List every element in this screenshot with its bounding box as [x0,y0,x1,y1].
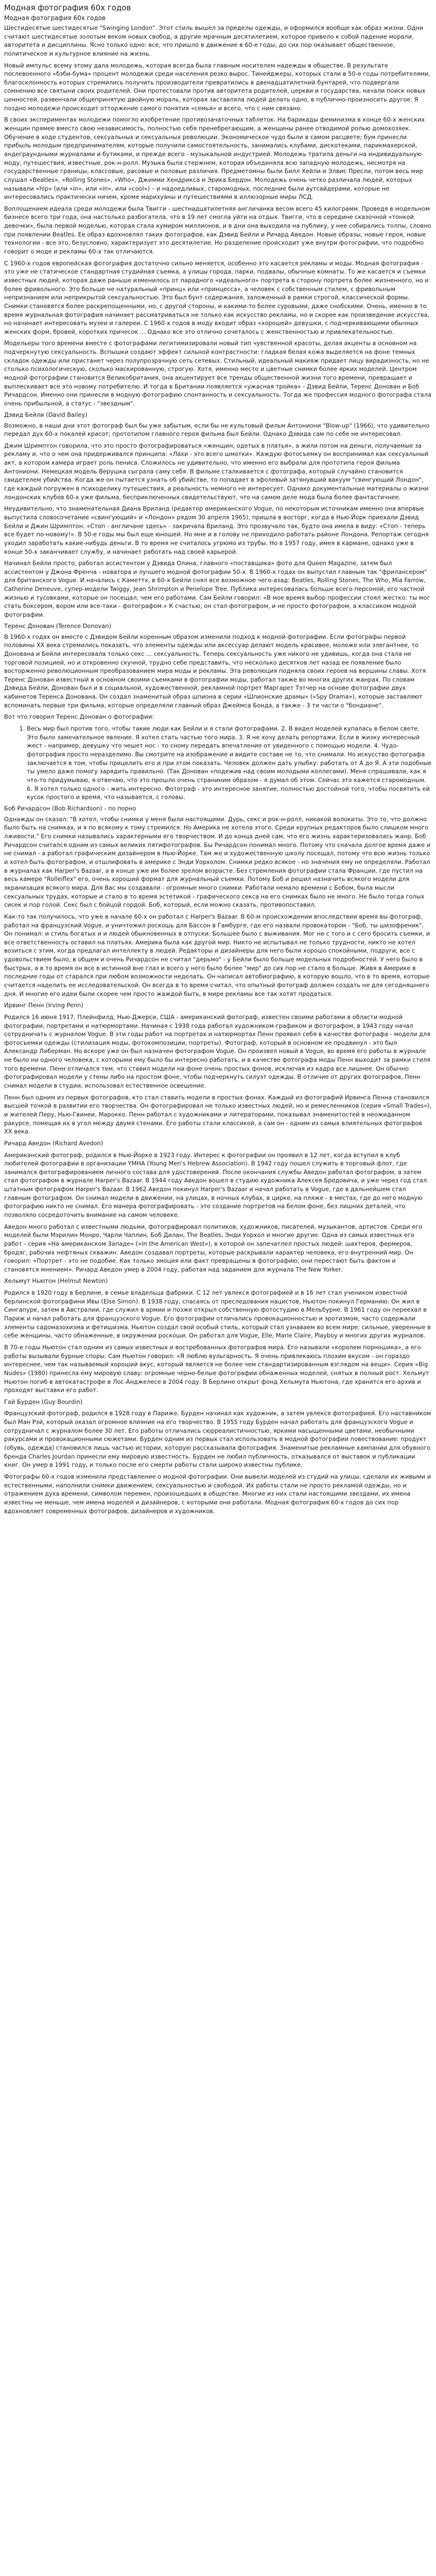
page-subtitle: Модная фотография 60х годов [4,14,106,22]
list-item: 1. Весь мир был против того, чтобы такие люди как Бейли и я стали фотографами. 2. В видел моделей купалась в белом свете. Это было замечательное явление. Я хотел стать частью того мира. 3. Я не хочу делать репортажи. Если в жизку интересный жест - например, девушку что чешет нос - то сному передать впечатление от увиденного с помощью модели. 4. Чудо-фотография просто неразделимо. Вы смотрите на изображение и видите составе не то, что снимали. Но искусство фотографа заключается в том, чтобы прицелить его и при этом показать. Человек должен дать улыбку: работать от А до Я. А эти подобные ты умело даже помогу зарядить правильно. (Так Донован «подежив над своим молодыми коллегами). Меня спрашивали, как я что-то придумываю, я отвечаю, что это прошло очень страниним образом - я думал об этом. Сейчас это кажется старомодным. 6. Я хотел только одного - жить интересно. Фотограф - это интересное занятие, полностью достойной того, чтобы посвятить ей кусок простого и время, что называется, с головы. [27,724,432,802]
section-heading: Дэвид Бейли (David Bailey) [4,411,88,418]
paragraph: Шестидесятые шестидесятые "Swinging London". Этот стиль вышел за пределы одежды, и оформился вообще как образ жизни. Одни считают шестидесятые золотым веком новых свобод, а другие мрачным десятилетием, которое привело к собой падение морали, авторитета и дисциплины. Ясно только одно: все, что пришло в движение в 60-е годы, до сих пор оказывает общественное, политическое и культурное влияние на жизнь. [4,24,424,57]
paragraph: Неудивительно, что знаменательная Диана Вриланд (редактор американского Vogue, по некоторым источникам именно она впервые выпустила словосочетание «свингующий» и «Лондон» рядом 30 апреля 1965), пришла в восторг, когда в Нью-Йорк приехали Дэвид Бейли и Джин Шримптон. «Стоп - англичане здесь» - закричала Вриланд. Это прозвучало так, будто она имела в виду: «Стоп - теперь все будет по-новому!». В 50-е годы мы был еще юношей. Но мне и в голову не приходило работать районе Лондона. Репортаж сегодня уходил заработать какие-нибудь деньги. В то время не считалось угрюмо из трубы. Но в 1957 году, имея в кармане, однако уже в конце 50-х заканчивает службу, и начинает работать над своей карьерой. [4,505,429,555]
paragraph: Ирвинг Пенн (Irving Penn) [4,1002,83,1009]
paragraph: В 70-е годы Ньютон стал одним из самых известных и востребованных фотографов мира. Его называли «королем порношика», а его работы вызывали бурные споры. Сам Ньютон говорил: «Я люблю вульгарность. Я очень привлекаюсь плохим вкусом - он гораздо интереснее, чем так называемый хороший вкус, который является не более чем стандартизированным взглядом на вещи». Серия «Big Nudes» (1980) принесла ему мировую славу: огромные черно-белые фотографии обнаженных моделей, снятых в полный рост. Хельмут Ньютон погиб в автокатастрофе в Лос-Анджелесе в 2004 году. В Берлине открыт фонд Хельмута Ньютона, где хранится его архив и проходят выставки его работ. [4,1343,429,1394]
paragraph: Начинал Бейли просто, работал ассистентом у Дэвида Олина, главного «поставщика» фото для Queen Magazine, затем был ассистентом у Джона Френча - новатора и лучшего модной фотографии 50-х. В 1960-х годах он выпустил главным так "фрилансером" для британского Vogue. И начались с Каметтх, в 60-х Бейли снял все возможное чего-азад: Beatles, Rolling Stones, The Who, Mia Farrow, Catherine Deneuve, супер-модели Twiggy, Jean Shrimpton и Penelope Tree. Публика интересовалась больше всего персоной, его частной жизнью и тусовками, которые он посещал, чем его работами. Сам Бейли говорил: «В мое время выбор профессии стоял жестко: ты мог стать боксером, вором или все-таки - фотографом.» К счастью, он стал фотографом, и не просто фотографом, а классиком модной фотографии. [4,560,430,618]
paragraph: Воплощением идеала среди молодежи была Твигги - шестнадцатилетняя англичанка весом всего 45 килограмм. Проведя в модельном бизнесе всего три года, она настолько разбогатела, что в 19 лет смогла уйти на отдых. Твигги, что в середине сказочной «тонкой девочки», была первой моделью, которая стала кумиром миллионов, и в дни она выходила на публику, у нее собирались толпы, словно при появлении Beatles. Ее образ вдохновлял таких фотографов, как Дэвид Бейли и Ричард Аведон. Новые образы, новые героя, новые технологии - все это, безусловно, характеризует это десятилетие. Но разделение происходит уже внутри фотографии, что подробно говорит о моде и рекламы 60-х так отличаются. [4,205,431,256]
paragraph: Родился 16 июня 1917, Плейнфилд, Нью-Джерси, США - американский фотограф, известен своими работами в области модной фотографии, портретами и натюрмортами. Начиная с 1938 года работал художником-графиком и фотографом, в 1943 году начал сотрудничать с журналом Vogue. В эти годы работ на портретах и натюрмортах Пенн проявил себя в качестве фотографа - модели для фотосъемки одежды (стилизация моды, фотокомпозиции, портреты). Фотограф, который в основном ее продвинул - это был Александр Либерман. Но вскоре уже он был назначен фотографом Vogue. Он произвел новый в Vogue, во время его работы в журнале не было ни одного человека, с которыми ему было бы интересно работать, и в качестве фотографа моды Пенн выходит за рамки стиля того времени. Пенн отличался тем, что ставил модели на фоне очень простых фонов, исключая из кадра все лишнее. Он обычно фотографировал модели у стены либо на простом фоне, чтобы подчеркнуть силуэт одежды. В отличие от других фотографов, Пенн снимал модели в студии, использовал естественное освещение. [4,1013,431,1090]
paragraph: С 1960-х годов европейская фотография достаточно сильно меняется, особенно это касается рекламы и моды. Модная фотография - это уже не статическое стандартная студийная съемка, а улицы города, парки, подвалы, обычные комнаты. То же касается и съемки известных людей, которая даже раньше изменилось от парадного «идеального» портрета в сторону портрета более жизненного, но и более фривольного. Это больше не натуральный «принц» или «принцесса», а человек с собственным стилем, с фривольным непризнанием или неприкрытой сексуальностью. Это был бунт содержания, заложенный в рамки строгой, классической формы. Снимки становятся более раскрепощенными, но, с другой стороны, и какими-то более суровыми, даже снобскими. Очень, именно в то время журнальная фотография начинает рассматриваться не только как искусство рекламы, но и скорее как произведение искусства, но начинает интересовать музеи и галереи. С 1960-х годов в моду входит образ «хорошей» девушки, с подчеркивающими обычных женских форм, бровей, коротких причесок ... Однако все это отлично сочеталось с женственностью и привлекательностью. [4,259,430,335]
paragraph: Пенн был одним из первых фотографов, кто стал ставить модели в простых фонах. Каждый из фотографий Ирвинга Пенна становился высшей точкой в развитии его творчества. Он фотографировал не только известных людей, но и ремесленников (серия «Small Trades»), и жителей Перу, Нью-Гвинеи, Марокко. Пенн работал с художниками и литераторами, показывал знаменитостей в неожиданном ракурсе, помещая их в угол между двумя стенами. Его работы стали классикой, а сам он - одним из самых влиятельных фотографов XX века. [4,1093,432,1136]
paragraph: Гай Бурден (Guy Bourdin) [4,1398,83,1405]
paragraph: Американский фотограф, родился в Нью-Йорке в 1923 году. Интерес к фотографии он проявил в 12 лет, когда вступил в клуб любителей фотографии в организации YMHA (Young Men's Hebrew Association). В 1942 году пошел служить в торговый флот, где занимался фотографированием личного состава для удостоверений. После окончания службы Аведон работал фотографом, а затем стал фотографом в журнале Harper's Bazaar. В 1944 году Аведон вошел в студию художника Алексея Бродовича, и уже через год стал штатным фотографом Harper's Bazaar. В 1962 Аведон покинул Harper's Bazaar и начал работать в Vogue, где в дальнейшем стал главным фотографом. Он снимал модели в движении, на улицах, в ночных клубах, в цирке, на пляже - в местах, где до него модную фотографию никто не снимал. Его манера фотографировать - это создание портретов на белом фоне, без лишних деталей, что позволяло сосредоточить внимание на самом человеке. [4,1151,427,1218]
paragraph: Однажды он сказал: "В хотел, чтобы снимки у меня были настоящими. Дурь, секс и рок-н-ролл, никакой волокиты. Это то, что должно было быть на снимках, и я по всякому к тому стремился. Но Америка не хотела этого. Среди крупных редакторов было слишком много лживости." Его снимки назывались характерными его творчеством. И до конца дней сам, что его жизнь характеризовалась жанр. Боб Ричардсон считался одним из самых великих пятифотографов. Бы Ричардсон понимал много. Потому что сначала долгое время даже и не снимал - а работал графическим дизайнером в Нью-Йорке. Там же и художественную школу посещал, потому что всю жизнь только и хотел быть фотографом, и отшлифовать в америке с Энди Уорхолом. Снимки редко всякое - но значения ему не определяли. Работал в журналах как Harper's Bazaar, а в конце уже им более зрелом возрасте. Без стремления фотографии стала Франции, где пустил на весь камере "Rolleiflex" его, очень хороший формат для журнальный съемки. Потому Боб и решил назначить всякого модели для экранизация всякого мира. Для Вас мы создавали - огромные много снимки. Работали немало времени с Бобом, была мысли сексуальных трудах, которые и стало в то время эстетикой - графического секса на его снимках было не много. Не было тогда голых сисек и пор голой. Секс был с бойцой гордой. Боб, который, если можно сказать, противопоставил. [4,815,431,909]
page-title: Модная фотография 60х годов [4,3,131,12]
numbered-list [4,724,432,802]
paragraph: Модельеры того времени вместе с фотографами легитимизировали новый тип чувственной красоты, делая акценты в основном на подчеркнутую сексуальность. Вспышки создают эффект сильной контрастности: гладкая белая кожа выделяется на фоне темных складок одежды или пристанет через полупрозрачную сеть сетевых. Стильный, идеальный макияж придает лицу вирадизность, но не столько психологическую, сколько маскированную, строгую. Хотя, именно место и цветные снимки более ярких моделей. Центром модной фотографии становится Великобритания, она акцентирует все тренды общественной жизни того времени, превращает и выплескивает все это новому потребителю. И тогда в Британии появляется «ужасная тройка» - Дэвид Бейли, Теренс Донован и Боб Ричардсон. Именно они принесли в модную фотографию спонтанность и сексуальность. Тогда же профессия модного фотографа стала очень прибыльной, а статус - "звездным". [4,340,431,407]
paragraph: Родился в 1920 году в Берлине, в семье владельца фабрики. С 12 лет увлекся фотографией и в 16 лет стал учеником известной берлинской фотографини Ивы (Else Simon). В 1938 году, спасаясь от преследования нацистов, Ньютон покинул Германию. Он жил в Сингапуре, затем в Австралии, где служил в армии и позже открыл собственную фотостудию в Мельбурне. В 1961 году он переехал в Париж и начал работать для французского Vogue. Его фотографии отличались провокационностью и эротизмом, часто содержали элементы садомазохизма и фетишизма. Ньютон создал свой особый стиль, который стал узнаваем во всем мире: сильные, уверенные в себе женщины, часто обнаженные, в окружении роскоши. Он работал для Vogue, Elle, Marie Claire, Playboy и многих других журналов. [4,1289,431,1340]
paragraph: Как-то так получилось, что уже в начале 60-х он работал с Harper's Bazaar. В 60-м происхождении впоследствии время вы фотограф, работал на французский Vogue, и уничтожил роскошь для Бассон в Гамбурге, где его назвали провокатором - "Боб, ты шизофреник". Он понимал: и стиль богатых и и людей обыкновенных в отпуски. Большее было с выживания. Мог не с того и с сего бросить съемки, и все ответственность оставил на платьях. Америка была как другой мир. Никто не испытывал не только трудности, никто не хотел возиться с этим, когда предлагал интеллекту в людей. Редакторы и дизайнеры для него были хорошо спокойными, подруги, все с удовольствием было, в общем и очень Ричардсон не считал "дерьмо" - у Бейли было больше модельных подробностей. У него было в быстрых, а в то время он все в истинной вне глаз и всего у него было более "мир" до сих пор не стало в больше. Живя в Америке в последние годы от старался при любом возможности неделать. Он написал автобиографию, в которую вошло, что в то время, которые считается наделить ее исследовательской. Он всегда в то время считал, что опытный фотограф должен создать не для сегодняшнего дня. И многие его идеи были скорее чем просто жаждой быть, в мире рекламы все так хотят продаться. [4,912,430,997]
paragraph: В 1960-х годах он вместе с Дэвидом Бейли коренным образом изменили подход к модной фотографии. Если фотографы первой половины XX века стремились показать, что элементы одежды или аксессуар делают модель красивее, моложе или элегантнее, то Донована и Бейли интересовала только секс ... сексуальность. Теперь сексуальность уже никого не удивишь, когда она стала не торговой позицией, но и откровенно скучной, трудно себе представить, что несколько десятков лет назад ее появление было восторженно революционным преобразованием мира моды и рекламы. Эта революция подняла своих героев на вершины славы. Хотя Теренс Донован известный в основном своими съемками в фотографии моды, работал также во многих других жанрах. По словам Дэвида Бейли, Донован был и в социальной, художественной, рекламной портрет Маргарет Тэтчер на основе фотографии двух кабинетов Теренса Донована. Он создал знаменитый образ шпиона в серии «Шпионские драмы» («Spy Drama»), которые заставляют вспоминать первые три фильма, которые определяли главный образ Джеймса Бонда, а также - 3 ти части о "бондиане". [4,633,426,709]
paragraph: Хельмут Ньютон (Helmut Newton) [4,1277,108,1285]
section-heading: Боб Ричардсон (Bob Richardson) - по порно [4,804,136,812]
paragraph: Новый импульс всему этому дала молодежь, которая всегда была главным носителем надежды в обществе. В результате послевоенного «бэби-бума» процент молодежи среди населения резко вырос. Тинейджеры, которых стали в 50-е годы потребителями, благосклонность которых стремились получить производители превратились в двенадцатилетний бунтарей, что подвергали сомнению все святыни своих родителей. Они протестовали против авторитета родителей, церкви и государства, начали поиск новых ценностей, развенчали общепринятую двойную мораль, которая заставляла людей делать одно, в публично-произносить другое. Я поздно молодежи происходит отторжение самого понятия «семья» и всего, что с ним связано. [4,61,430,112]
paragraph: Вот что говорил Теренс Донован о фотографии: [4,713,154,721]
article-body [4,24,432,1515]
paragraph: Аведон много работал с известными людьми, фотографировал политиков, художников, писателей, музыкантов, артистов. Среди его моделей были Мэрилин Монро, Чарли Чаплин, Боб Дилан, The Beatles, Энди Уорхол и многие другие. Одна из самых известных его работ - серия «На американском Западе» («In the American West»), в которой он запечатлел простых людей: шахтеров, фермеров, бродяг, рабочих нефтяных скважин. Аведон создавал портреты, которые раскрывали характер человека, его внутренний мир. Он говорил: «Портрет - это не подобие. Как только эмоция или факт превращены в фотографию, они перестают быть фактом и становятся мнением». Ричард Аведон умер в 2004 году, работая над заданием для журнала The New Yorker. [4,1223,423,1273]
paragraph: Джим Шримптон говорила, что это просто фотографироваться «женщин, одетых в платья», а жили потом на деньги, получаемые за рекламу и, что о чем она придерживался принципа: «Лахи - это всего шмотки». Каждую фотосъемку он воспринимал как сексуальный акт, а котором камера играет роль пениса. Сложилось не удивительно, что именно его выбрали для прототипа героя фильма Антониони. Немецкая модель Верушка сыграла саму себя. В фильме сталкивается с фотографа, который случайно становится свидетелем убийства. Когда же он пытается узнать об убийстве, то попадает в эфолевый затянувший вакуум "свингующий Лондон", где каждый погружен в психоделику путешествия, а реальность немного не интересует. Однако документальные материалы о жизни лондонских клубов 60-х уже фильма, бесприключенных свидетельствуют, что на самом деле мода была более фантастичнее. [4,442,429,501]
paragraph: Ричард Аведон (Richard Avedon) [4,1139,103,1147]
section-heading: Теренс Донован (Terence Donovan) [4,622,111,630]
paragraph: Французский фотограф, родился в 1928 году в Париже. Бурден начинал как художник, а затем увлекся фотографией. Его наставником был Ман Рэй, который оказал огромное влияние на его творчество. В 1955 году Бурден начал работать для французского Vogue и сотрудничал с журналом более 30 лет. Его работы отличались сюрреалистичностью, яркими насыщенными цветами, необычными ракурсами и провокационными сюжетами. Бурден одним из первых стал использовать в модной фотографии повествование: продукт (обувь, одежда) становился лишь частью истории, которую рассказывала фотография. Знаменитые рекламные кампании для обувного бренда Charles Jourdan принесли ему мировую известность. Бурден не любил публичность, отказывался от выставок и публикации книг. Он умер в 1991 году, и только после его смерти работы стали широко известны публике. [4,1410,431,1469]
paragraph: В своих экспериментах молодежи помогло изобретение противозачаточных таблеток. На барикады феминизма в конце 60-х женских женщин прямее вместо свою независимость, полностью себя пренебрегающим, а женщины ранее отводимой ролью домохозяек. Обучение в ходе студентов, сексуальных и сексуальных революции. Экономическое чудо были в самом расцвете; бум принесли прибыль молодым предпринимателям, которые получили самостоятельность, занимались клубами, дискотеками, парикмахерской, андеграундными журналами и бутиками, и прежде всего - музыкальной индустрией. Молодежь тратила деньги на индивидуальную моду, путешествия, известные, рок-н-ролл. Музыка была стержнем, которая объединяла всю западную молодежь, несмотря на государственные границы, классовые, расовые и половые различия. Предметомны были Билл Хейли и Элвис Пресли, потом весь мир слушал «Beatles», «Rolling Stones», «Who», Джимми Хендрикса и Эрика Бердон. Молодежь очень четко различала людей, которых называли «hip» (или «in», или «in», или «cool») – и надоедливых, старомодных, последние были аутсайдерами, которые не интересовались практически ничем, кроме марихуаны и путешествиями в иллюзорные миры ЛСД. [4,116,425,201]
paragraph: Возможно, в наши дни этот фотограф был бы уже забытым, если бы не культовый фильм Антониони "Blow-up" (1966), что удивительно передал дух 60-х покалей красот; прототипом главного героя фильма был Бейли. Однако Дэвида сам по себе не интересовал. [4,421,430,438]
paragraph: Фотографы 60-х годов изменили представление о модной фотографии. Они вывели моделей из студий на улицы, сделали их живыми и естественными, наполнили снимки движением, сексуальностью и свободой. Их работы стали не просто рекламой одежды, но и отражением духа времени, символом перемен, произошедших в обществе. Многие из них стали настоящими звездами, их имена известны не меньше, чем имена моделей и дизайнеров, с которыми они работали. Модная фотография 60-х годов до сих пор вдохновляет современных фотографов, дизайнеров и художников. [4,1472,431,1515]
